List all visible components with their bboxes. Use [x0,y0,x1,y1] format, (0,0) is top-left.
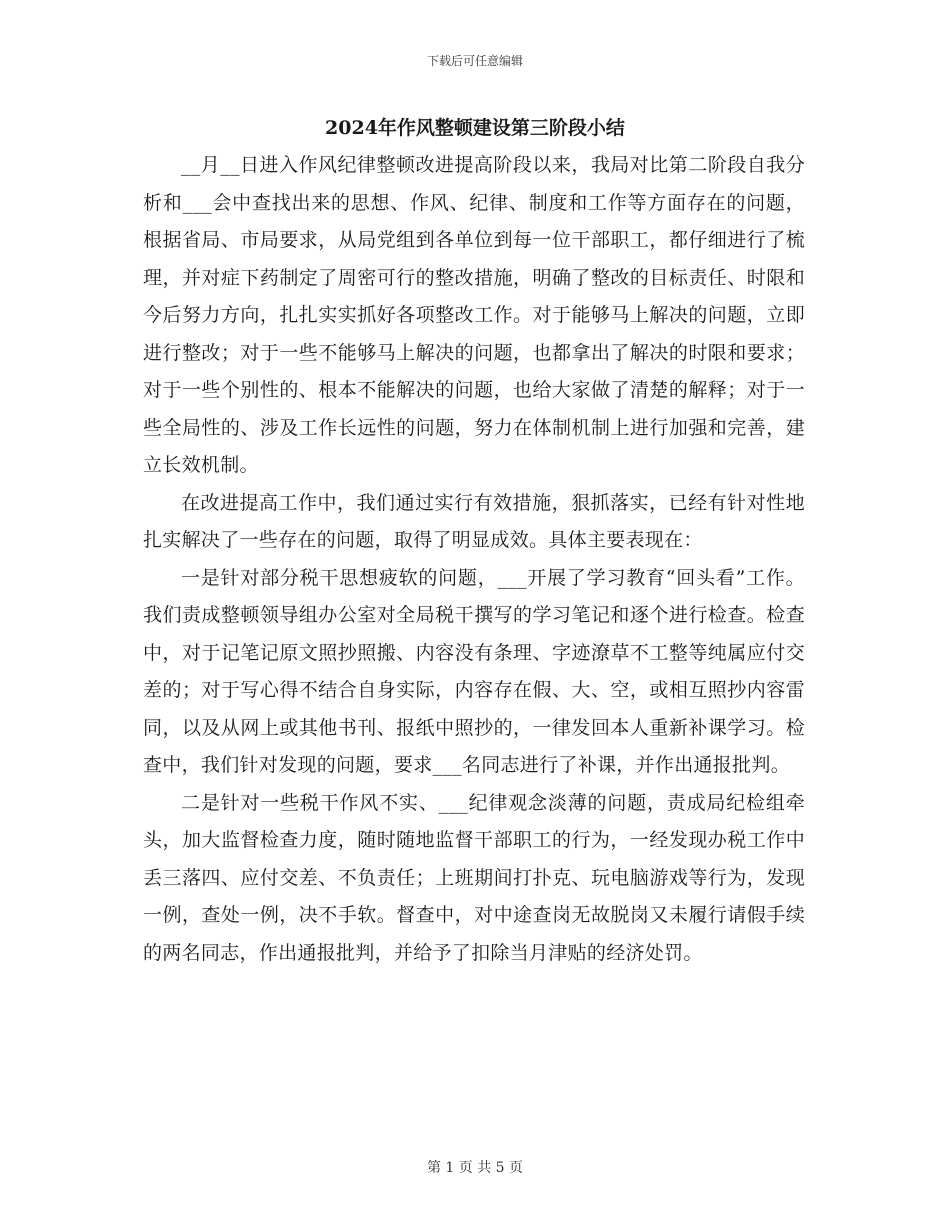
page-number-footer: 第 1 页 共 5 页 [426,1160,524,1176]
paragraph-2: 在改进提高工作中，我们通过实行有效措施，狠抓落实，已经有针对性地扎实解决了一些存在的问题，取得了明显成效。具体主要表现在： [143,491,805,551]
paragraph-1: __月__日进入作风纪律整顿改进提高阶段以来，我局对比第二阶段自我分析和___会中查找出来的思想、作风、纪律、制度和工作等方面存在的问题，根据省局、市局要求，从局党组到各单位到每一位干部职工，都仔细进行了梳理，并对症下药制定了周密可行的整改措施，明确了整改的目标责任、时限和今后努力方向，扎扎实实抓好各项整改工作。对于能够马上解决的问题，立即进行整改；对于一些不能够马上解决的问题，也都拿出了解决的时限和要求；对于一些个别性的、根本不能解决的问题，也给大家做了清楚的解释；对于一些全局性的、涉及工作长远性的问题，努力在体制机制上进行加强和完善，建立长效机制。 [143,154,805,476]
paragraph-3: 一是针对部分税干思想疲软的问题，___开展了学习教育“回头看”工作。我们责成整顿领导组办公室对全局税干撰写的学习笔记和逐个进行检查。检查中，对于记笔记原文照抄照搬、内容没有条理、字迹潦草不工整等纯属应付交差的；对于写心得不结合自身实际，内容存在假、大、空，或相互照抄内容雷同，以及从网上或其他书刊、报纸中照抄的，一律发回本人重新补课学习。检查中，我们针对发现的问题，要求___名同志进行了补课，并作出通报批判。 [143,566,805,776]
document-body [143,147,805,972]
page-header: 下载后可任意编辑 [426,54,523,68]
document-title: 2024年作风整顿建设第三阶段小结 [325,117,625,139]
paragraph-4: 二是针对一些税干作风不实、___纪律观念淡薄的问题，责成局纪检组牵头，加大监督检查力度，随时随地监督干部职工的行为，一经发现办税工作中丢三落四、应付交差、不负责任；上班期间打扑克、玩电脑游戏等行为，发现一例，查处一例，决不手软。督查中，对中途查岗无故脱岗又未履行请假手续的两名同志，作出通报批判，并给予了扣除当月津贴的经济处罚。 [143,791,805,964]
